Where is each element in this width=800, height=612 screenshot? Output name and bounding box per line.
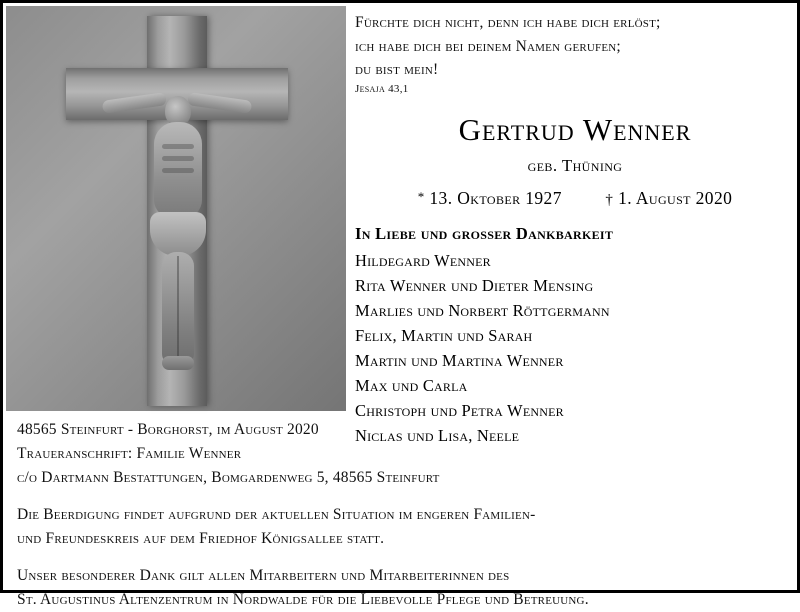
death-date: 1. August 2020 (618, 187, 733, 208)
death-symbol: † (605, 191, 614, 208)
figure-rib-1 (162, 144, 194, 149)
figure-feet (162, 356, 194, 370)
corpus-figure (102, 84, 252, 374)
funeral-line: Die Beerdigung findet aufgrund der aktuellen Situation im engeren Familien- (17, 506, 536, 524)
figure-loincloth (150, 212, 206, 256)
thanks-heading: In Liebe und grosser Dankbarkeit (355, 223, 614, 243)
family-member: Niclas und Lisa, Neele (355, 426, 520, 446)
funeral-block (17, 503, 789, 551)
verse-line-2: ich habe dich bei deinem Namen gerufen; (355, 37, 621, 55)
family-member: Marlies und Norbert Röttgermann (355, 300, 610, 320)
figure-rib-3 (162, 168, 194, 173)
crucifix-illustration (6, 6, 346, 411)
family-member: Rita Wenner und Dieter Mensing (355, 275, 594, 295)
footer-spacer (17, 490, 789, 503)
verse-line-3: du bist mein! (355, 61, 439, 79)
family-member: Felix, Martin und Sarah (355, 325, 533, 345)
family-member: Max und Carla (355, 376, 468, 396)
funeral-line: und Freundeskreis auf dem Friedhof Königsallee statt. (17, 530, 385, 548)
footer-spacer (17, 551, 789, 564)
gratitude-line: Unser besonderer Dank gilt allen Mitarbeitern und Mitarbeiterinnen des (17, 567, 510, 585)
life-dates (355, 188, 795, 209)
family-member: Martin und Martina Wenner (355, 350, 564, 370)
family-member: Hildegard Wenner (355, 250, 491, 270)
deceased-maiden-name: geb. Thüning (527, 155, 623, 175)
notice-text-column (355, 11, 795, 448)
crucifix-image (6, 6, 346, 411)
address-line: c/o Dartmann Bestattungen, Bomgardenweg 5, 48565 Steinfurt (17, 469, 440, 487)
notice-footer (17, 418, 789, 612)
gratitude-line: St. Augustinus Altenzentrum in Nordwalde für die Liebevolle Pflege und Betreuung. (17, 591, 589, 609)
gratitude-block (17, 564, 789, 612)
verse-reference: Jesaja 43,1 (355, 82, 409, 95)
birth-symbol: * (417, 188, 425, 204)
deceased-name: Gertrud Wenner (458, 111, 692, 147)
figure-rib-2 (162, 156, 194, 161)
verse-line-1: Fürchte dich nicht, denn ich habe dich erlöst; (355, 14, 661, 31)
figure-left-arm (102, 92, 167, 114)
family-member: Christoph und Petra Wenner (355, 401, 564, 421)
address-line: Traueranschrift: Familie Wenner (17, 445, 242, 463)
address-line: 48565 Steinfurt - Borghorst, im August 2020 (17, 421, 319, 438)
figure-right-arm (187, 92, 252, 114)
birth-date: 13. Oktober 1927 (429, 187, 562, 208)
address-block (17, 418, 789, 490)
figure-leg-divider (177, 256, 179, 356)
bible-verse (355, 11, 795, 82)
